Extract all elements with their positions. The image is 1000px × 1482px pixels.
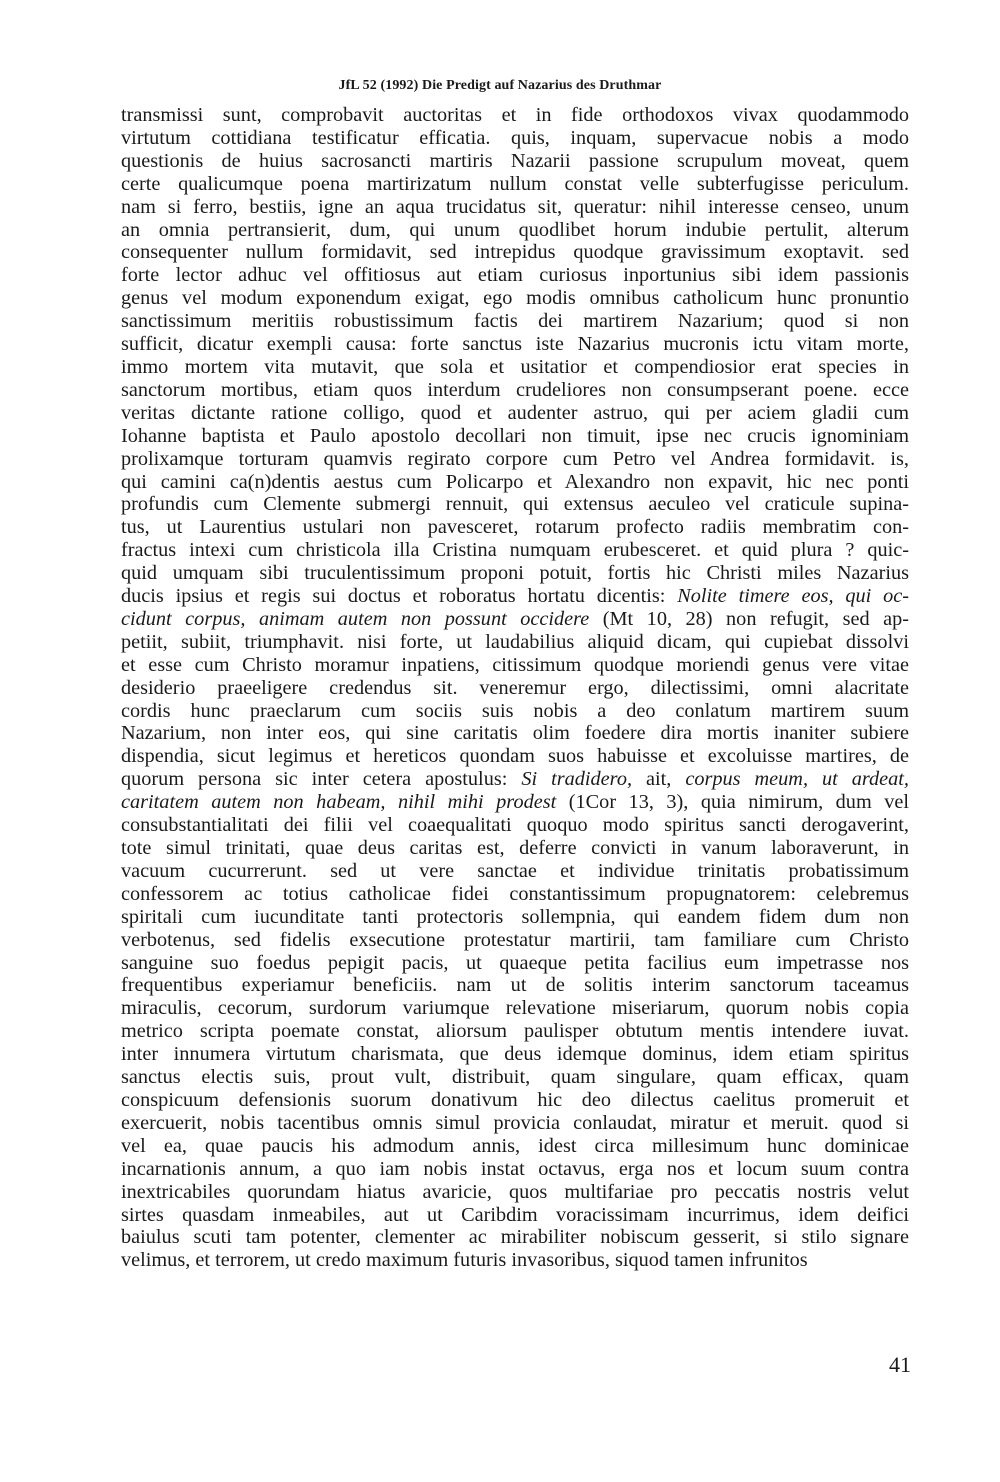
text-line [121, 929, 909, 952]
text-segment: consubstantialitati dei filii vel coaequalitati quoquo modo spiritus sancti derogaverint, [121, 814, 909, 837]
text-segment: cordis hunc praeclarum cum sociis suis nobis a deo conlatum martirem suum [121, 699, 909, 722]
text-line [121, 516, 909, 539]
text-segment: miraculis, cecorum, surdorum variumque relevatione miseriarum, quorum nobis copia [121, 997, 909, 1020]
text-segment: fractus intexi cum christicola illa Cristina numquam erubesceret. et quid plura ? quic- [121, 539, 909, 562]
text-line [121, 1020, 909, 1043]
text-segment: sanctorum mortibus, etiam quos interdum crudeliores non consumpserant poene. ecce [121, 378, 909, 401]
text-segment: sanguine suo foedus pepigit pacis, ut quaeque petita facilius eum impetrasse nos [121, 951, 909, 974]
italic-quotation: corpus meum, ut ardeat, [685, 768, 909, 791]
text-line [121, 745, 909, 768]
text-line [121, 654, 909, 677]
page-number: 41 [889, 1352, 911, 1377]
text-segment: (1Cor 13, 3), quia nimirum, dum vel [556, 791, 909, 814]
text-segment: quid umquam sibi truculentissimum proponi potuit, fortis hic Christi miles Nazarius [121, 562, 909, 585]
text-segment: incarnationis annum, a quo iam nobis instat octavus, erga nos et locum suum contra [121, 1157, 909, 1180]
text-segment: Nazarium, non inter eos, qui sine caritatis olim foedere dira mortis inaniter subiere [121, 722, 909, 745]
text-segment: confessorem ac totius catholicae fidei constantissimum propugnatorem: celebremus [121, 882, 909, 905]
text-line [121, 1135, 909, 1158]
text-segment: spiritali cum iucunditate tanti protectoris sollempnia, qui eandem fidem dum non [121, 905, 909, 928]
text-segment: qui camini ca(n)dentis aestus cum Policarpo et Alexandro non expavit, hic nec ponti [121, 470, 909, 493]
text-segment: genus vel modum exponendum exigat, ego modis omnibus catholicum hunc pronuntio [121, 287, 909, 310]
text-line [121, 677, 909, 700]
text-segment: et esse cum Christo moramur inpatiens, citissimum quodque moriendi genus vere vitae [121, 653, 909, 676]
text-line [121, 700, 909, 723]
text-line [121, 448, 909, 471]
text-line [121, 333, 909, 356]
text-segment: inextricabiles quorundam hiatus avaricie, quos multifariae pro peccatis nostris velut [121, 1180, 909, 1203]
italic-quotation: Nolite timere eos, qui oc- [677, 585, 909, 608]
text-segment: sufficit, dicatur exempli causa: forte sanctus iste Nazarius mucronis ictu vitam morte, [121, 333, 909, 356]
text-line [121, 791, 909, 814]
body-text [121, 104, 909, 1272]
text-line [121, 127, 909, 150]
text-line [121, 608, 909, 631]
text-segment: forte lector adhuc vel offitiosus aut etiam curiosus inportunius sibi idem passionis [121, 264, 909, 287]
text-segment: sirtes quasdam inmeabiles, aut ut Caribdim voracissimam incurrimus, idem deifici [121, 1203, 909, 1226]
text-line [121, 173, 909, 196]
text-line [121, 264, 909, 287]
text-line [121, 104, 909, 127]
text-segment: verbotenus, sed fidelis exsecutione protestatur martirii, tam familiare cum Christo [121, 928, 909, 951]
text-line [121, 425, 909, 448]
text-line [121, 585, 909, 608]
text-line [121, 539, 909, 562]
italic-quotation: caritatem autem non habeam, nihil mihi prodest [121, 791, 557, 814]
text-segment: consequenter nullum formidavit, sed intrepidus quodque gravissimum exoptavit. sed [121, 241, 909, 264]
text-line [121, 1158, 909, 1181]
italic-quotation: cidunt corpus, animam autem non possunt occidere [121, 607, 590, 630]
text-line [121, 837, 909, 860]
text-segment: profundis cum Clemente submergi rennuit, qui extensus aeculeo vel craticule supina- [121, 493, 909, 516]
text-line [121, 493, 909, 516]
text-line [121, 1249, 909, 1272]
text-line [121, 196, 909, 219]
text-line [121, 241, 909, 264]
text-line [121, 883, 909, 906]
text-segment: sanctus electis suis, prout vult, distribuit, quam singulare, quam efficax, quam [121, 1066, 909, 1089]
text-segment: Iohanne baptista et Paulo apostolo decollari non timuit, ipse nec crucis ignominiam [121, 424, 909, 447]
text-line [121, 906, 909, 929]
text-segment: (Mt 10, 28) non refugit, sed ap- [589, 607, 909, 630]
text-line [121, 471, 909, 494]
text-line [121, 1226, 909, 1249]
text-segment: desiderio praeeligere credendus sit. veneremur ergo, dilectissimi, omni alacritate [121, 676, 909, 699]
text-segment: velimus, et terrorem, ut credo maximum futuris invasoribus, siquod tamen infrunitos [121, 1249, 808, 1272]
text-line [121, 1089, 909, 1112]
text-line [121, 1181, 909, 1204]
text-line [121, 287, 909, 310]
text-segment: quorum persona sic inter cetera apostulus: [121, 768, 522, 791]
text-line [121, 768, 909, 791]
text-segment: sanctissimum meritiis robustissimum factis dei martirem Nazarium; quod si non [121, 310, 909, 333]
text-line [121, 1043, 909, 1066]
text-segment: immo mortem vita mutavit, que sola et usitatior et compendiosior erat species in [121, 355, 909, 378]
text-segment: questionis de huius sacrosancti martiris Nazarii passione scrupulum moveat, quem [121, 149, 909, 172]
running-head: JfL 52 (1992) Die Predigt auf Nazarius des Druthmar [338, 78, 662, 93]
text-segment: conspicuum defensionis suorum donativum hic deo dilectus caelitus promeruit et [121, 1088, 909, 1111]
text-line [121, 219, 909, 242]
text-line [121, 356, 909, 379]
text-segment: transmissi sunt, comprobavit auctoritas et in fide orthodoxos vivax quodammodo [121, 104, 909, 126]
text-line [121, 997, 909, 1020]
text-segment: virtutum cottidiana testificatur efficatia. quis, inquam, supervacue nobis a modo [121, 126, 909, 149]
text-segment: ait, [632, 768, 686, 791]
text-segment: tote simul trinitati, quae deus caritas est, deferre convicti in vanum laboraverunt, in [121, 837, 909, 859]
text-segment: prolixamque torturam quamvis regirato corpore cum Petro vel Andrea formidavit. is, [121, 447, 909, 470]
text-line [121, 310, 909, 333]
text-segment: vel ea, quae paucis his admodum annis, idest circa millesimum hunc dominicae [121, 1134, 909, 1157]
text-segment: frequentibus experiamur beneficiis. nam ut de solitis interim sanctorum taceamus [121, 974, 909, 997]
text-segment: metrico scripta poemate constat, aliorsum paulisper obtutum mentis intendere iuvat. [121, 1020, 909, 1043]
text-segment: certe qualicumque poena martirizatum nullum constat velle subterfugisse periculum. [121, 172, 909, 195]
text-line [121, 974, 909, 997]
text-segment: exercuerit, nobis tacentibus omnis simul provicia conlaudat, miratur et meruit. quod si [121, 1111, 909, 1134]
text-segment: inter innumera virtutum charismata, que deus idemque dominus, idem etiam spiritus [121, 1043, 909, 1066]
text-line [121, 379, 909, 402]
text-segment: nam si ferro, bestiis, igne an aqua trucidatus sit, queratur: nihil interesse censeo, unum [121, 195, 909, 218]
text-segment: tus, ut Laurentius ustulari non pavesceret, rotarum profecto radiis membratim con- [121, 516, 909, 539]
text-line [121, 722, 909, 745]
text-segment: baiulus scuti tam potenter, clementer ac mirabiliter nobiscum gesserit, si stilo signare [121, 1226, 909, 1249]
text-segment: an omnia pertransierit, dum, qui unum quodlibet horum indubie pertulit, alterum [121, 218, 909, 241]
text-line [121, 1204, 909, 1227]
text-segment: veritas dictante ratione colligo, quod et audenter astruo, qui per aciem gladii cum [121, 401, 909, 424]
text-line [121, 631, 909, 654]
text-segment: petiit, subiit, triumphavit. nisi forte, ut laudabilius aliquid dicam, qui cupiebat dissolvi [121, 630, 909, 653]
text-segment: ducis ipsius et regis sui doctus et roboratus hortatu dicentis: [121, 585, 678, 608]
italic-quotation: Si tradidero, [521, 768, 633, 791]
text-line [121, 402, 909, 425]
text-line [121, 952, 909, 975]
text-line [121, 814, 909, 837]
text-line [121, 1112, 909, 1135]
text-line [121, 860, 909, 883]
text-line [121, 562, 909, 585]
text-segment: dispendia, sicut legimus et hereticos quondam suos habuisse et excoluisse martires, de [121, 745, 909, 768]
text-line [121, 150, 909, 173]
text-line [121, 1066, 909, 1089]
text-segment: vacuum cucurrerunt. sed ut vere sanctae et individue trinitatis probatissimum [121, 859, 909, 882]
